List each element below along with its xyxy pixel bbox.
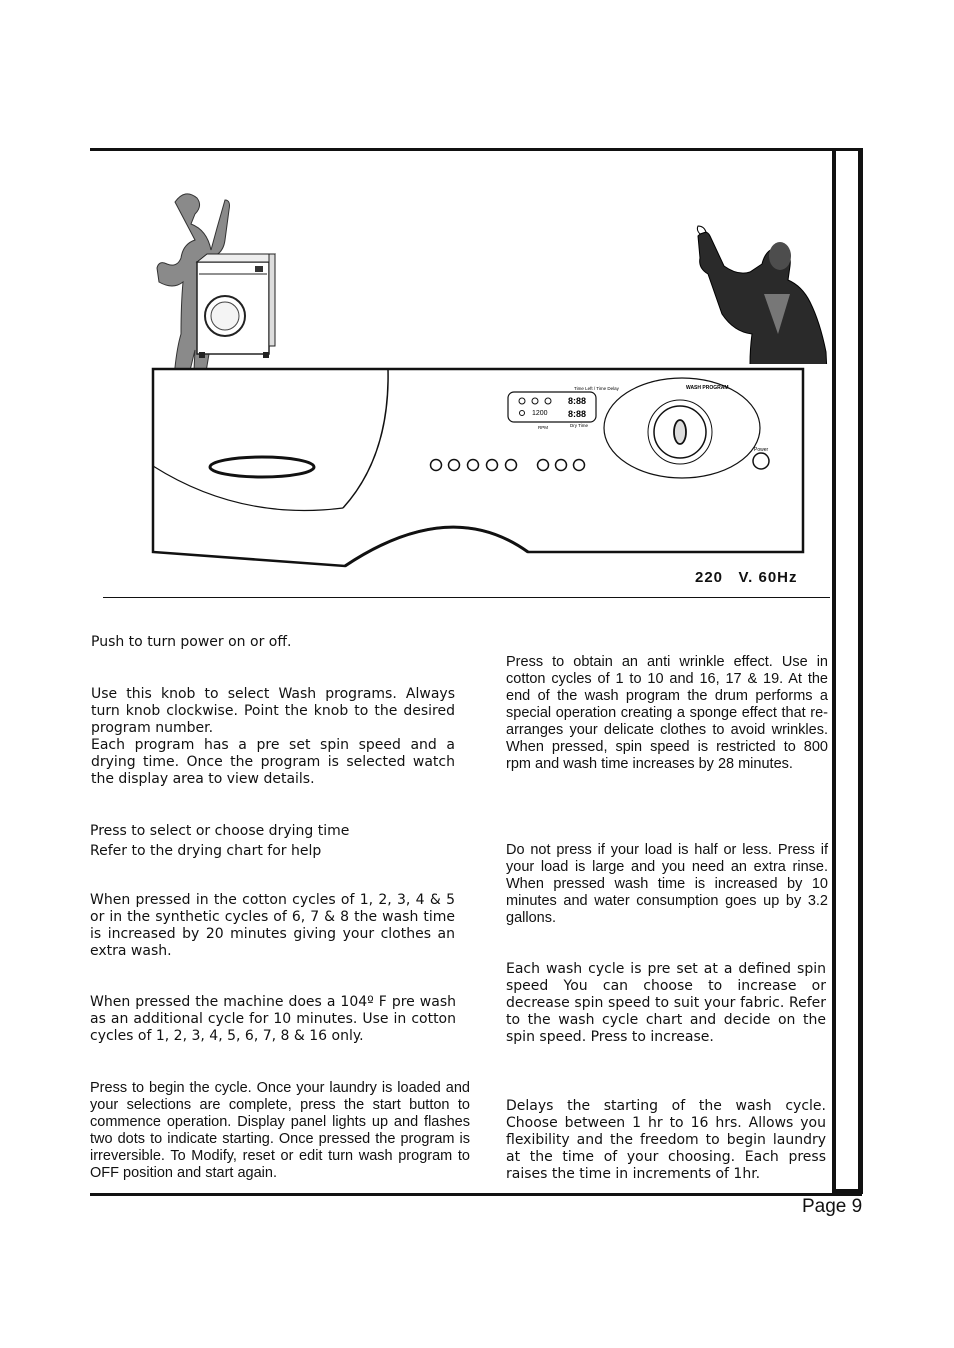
dry-time-label: Dry Time — [570, 423, 588, 428]
footer-rule — [90, 1193, 862, 1196]
extra-wash-text: When pressed in the cotton cycles of 1, 2, 3, 4 & 5 or in the synthetic cycles of 6, 7 & 8 the wash time is increased by 20 minutes giving your clothes an extra wash. — [90, 892, 455, 959]
delay-description — [506, 1098, 826, 1183]
extra-rinse-description — [506, 842, 828, 927]
knob-desc-1: Use this knob to select Wash programs. Always turn knob clockwise. Point the knob to the desired program number. — [91, 686, 455, 736]
dry-digits: 8:88 — [568, 409, 587, 419]
prewash-text: When pressed the machine does a 104º F pre wash as an additional cycle for 10 minutes. Use in cotton cycles of 1, 2, 3, 4, 5, 6, 7, 8 & 16 only. — [90, 994, 456, 1044]
detergent-drawer-handle — [210, 457, 314, 477]
right-outer-rule — [858, 148, 863, 1194]
anti-wrinkle-description — [506, 654, 828, 773]
dry-desc-2: Refer to the drying chart for help — [90, 843, 322, 859]
extra-rinse-text: Do not press if your load is half or less. Press if your load is large and you need an extra rinse. When pressed wash time is increased by 10 minutes and water consumption goes up by 3.2 gallons. — [506, 842, 828, 926]
woman-with-washer-illustration — [135, 188, 285, 368]
panel-buttons — [431, 460, 585, 471]
section-divider — [103, 597, 830, 598]
dry-description — [90, 821, 460, 861]
extra-wash-description — [90, 892, 455, 960]
spin-description — [506, 961, 826, 1046]
power-desc-text: Push to turn power on or off. — [91, 634, 292, 650]
knob-desc-2: Each program has a pre set spin speed and a drying time. Once the program is selected watch the display area to view details. — [91, 737, 455, 787]
top-rule — [90, 148, 862, 151]
time-left-label: Time Left / Time Delay — [574, 386, 619, 391]
time-digits: 8:88 — [568, 396, 587, 406]
power-button-diagram — [753, 453, 769, 469]
program-knob — [674, 420, 686, 444]
control-panel-diagram — [150, 366, 806, 570]
power-description — [91, 634, 461, 651]
start-text: Press to begin the cycle. Once your laundry is loaded and your selections are complete, press the start button to commence operation. Display panel lights up and flashes two dots to indicate starting. Once pressed the program is irreversible. To Modify, reset or edit turn wash program to OFF position and start again. — [90, 1080, 470, 1181]
dry-desc-1: Press to select or choose drying time — [90, 823, 350, 839]
wash-program-label: WASH PROGRAM — [686, 385, 729, 391]
anti-wrinkle-text: Press to obtain an anti wrinkle effect. Use in cotton cycles of 1 to 10 and 16, 17 & 19. At the end of the wash program the drum performs a special operation creating a sponge effect that re- arranges your delicate clothes to avoid wrinkles. When pressed, spin speed is restricted to 800 rpm and wash time increases by 28 minutes. — [506, 654, 828, 772]
man-presenting-illustration — [694, 224, 830, 364]
rpm-digits: 1200 — [532, 410, 548, 417]
knob-description — [91, 686, 455, 788]
start-description — [90, 1080, 470, 1182]
prewash-description — [90, 994, 456, 1045]
page-number: Page 9 — [802, 1196, 863, 1217]
voltage-label: 220 V. 60Hz — [695, 569, 798, 586]
power-label: Power — [754, 447, 769, 453]
rpm-label: RPM — [538, 425, 548, 430]
spin-text: Each wash cycle is pre set at a defined spin speed You can choose to increase or decrease spin speed to suit your fabric. Refer to the wash cycle chart and decide on the spin speed. Press to increase. — [506, 961, 826, 1045]
delay-text: Delays the starting of the wash cycle. Choose between 1 hr to 16 hrs. Allows you flexibility and the freedom to begin laundry at the time of your choosing. Each press raises the time in increments of 1hr. — [506, 1098, 826, 1182]
right-rule — [832, 148, 836, 1194]
